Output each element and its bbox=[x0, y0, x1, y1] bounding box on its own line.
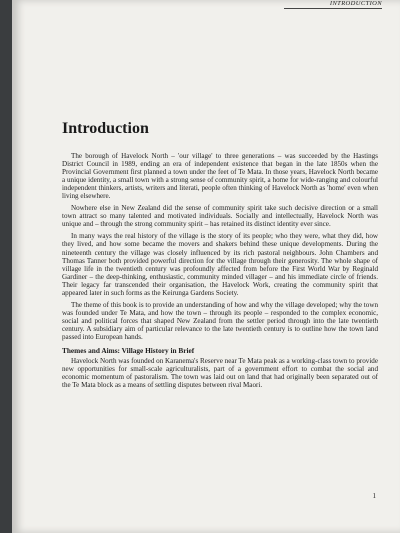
page-number: 1 bbox=[372, 492, 376, 500]
header-rule bbox=[284, 8, 382, 9]
section-heading: Themes and Aims: Village History in Brief bbox=[62, 346, 195, 356]
paragraph-4: The theme of this book is to provide an understanding of how and why the village developed; why the town was founded under Te Mata, and how the town – through its people – responded to the complex economic, social and political forces that shaped New Zealand from the settler period through into the late twentieth century. A subsidiary aim of particular relevance to the late twentieth century is to outline how the town land passed into European hands. bbox=[62, 300, 378, 341]
section-paragraph: Havelock North was founded on Karanema's Reserve near Te Mata peak as a working-class town to provide new opportunities for small-scale agriculturalists, part of a government effort to combat the social and economic momentum of pastoralism. The town was laid out on land that had originally been separated out of the Te Mata block as a means of settling disputes between rival Maori. bbox=[62, 357, 378, 390]
paragraph-1: The borough of Havelock North – 'our village' to three generations – was succeeded by the Hastings District Council in 1989, ending an era of independent existence that began in the late 1850s when the Provincial Government first planned a town under the feet of Te Mata. In those years, Havelock North became a unique identity, a small town with a strong sense of community spirit, a home for wide-ranging and colourful independent thinkers, artists, writers and literati, people often thinking of Havelock North as 'home' even when living elsewhere. bbox=[62, 152, 378, 201]
paragraph-2: Nowhere else in New Zealand did the sense of community spirit take such decisive direction or a small town attract so many talented and motivated individuals. Socially and intellectually, Havelock North was unique and – through the strong community spirit – has retained its distinct identity ever since. bbox=[62, 204, 378, 229]
running-head: INTRODUCTION bbox=[329, 0, 382, 7]
paragraph-3: In many ways the real history of the village is the story of its people; who they were, what they did, how they lived, and how some became the movers and shakers behind these unique developments. During the nineteenth century the village was closely influenced by its rich pastoral neighbours. John Chambers and Thomas Tanner both provided powerful direction for the village through their generosity. The whole shape of village life in the twentieth century was profoundly affected from before the First World War by Reginald Gardiner – the deep-thinking, enthusiastic, community minded villager – and his immediate circle of friends. Their legacy far transcended their organisation, the Havelock Work, creating the community spirit that appeared later in such forms as the Keirunga Gardens Society. bbox=[62, 232, 378, 297]
body-text bbox=[62, 152, 378, 393]
chapter-title: Introduction bbox=[62, 120, 149, 137]
book-page bbox=[12, 0, 400, 533]
